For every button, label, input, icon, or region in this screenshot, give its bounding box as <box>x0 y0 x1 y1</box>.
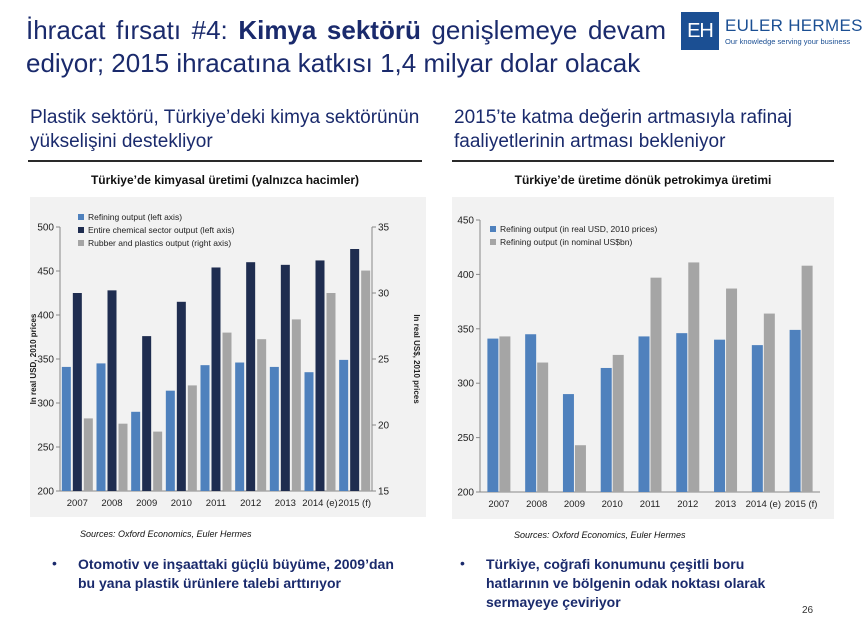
bar-series-3 <box>327 293 336 491</box>
bar-series-3 <box>84 418 93 491</box>
x-tick-label: 2013 <box>714 499 737 510</box>
x-tick-label: 2010 <box>601 499 623 510</box>
bar-series-1 <box>525 334 536 492</box>
y-tick-label: 200 <box>457 487 474 499</box>
legend-swatch <box>490 226 496 232</box>
bar-series-1 <box>563 394 574 492</box>
bar-series-2 <box>350 249 359 491</box>
y-tick-label: 400 <box>37 310 54 322</box>
bar-series-1 <box>305 372 314 491</box>
y-tick-label: 450 <box>37 266 54 278</box>
x-tick-label: 2008 <box>526 499 548 510</box>
bar-series-1 <box>339 360 348 491</box>
legend-label: Rubber and plastics output (right axis) <box>88 238 232 248</box>
x-tick-label: 2011 <box>639 499 661 510</box>
bar-series-2 <box>575 445 586 492</box>
bar-series-2 <box>108 290 117 491</box>
x-tick-label: 2012 <box>240 498 262 509</box>
bar-series-3 <box>188 385 197 491</box>
page-title: İhracat fırsatı #4: Kimya sektörü genişlemeye devam ediyor; 2015 ihracatına katkısı 1,4 milyar dolar olacak <box>26 15 666 78</box>
bar-series-1 <box>166 391 175 491</box>
bar-series-3 <box>257 339 266 491</box>
y-axis-title: In real USD, 2010 prices <box>29 313 38 405</box>
y-tick-label: 450 <box>457 215 474 227</box>
x-tick-label: 2010 <box>170 498 192 509</box>
left-chart-title: Türkiye’de kimyasal üretimi (yalnızca hacimler) <box>90 173 360 187</box>
left-subtitle: Plastik sektörü, Türkiye’deki kimya sektörünün yükselişini destekliyor <box>30 107 420 152</box>
bar-series-1 <box>201 365 210 491</box>
bar-series-2 <box>73 293 82 491</box>
legend-swatch <box>490 239 496 245</box>
page-number: 26 <box>802 605 814 616</box>
bar-series-3 <box>223 333 232 491</box>
logo-tagline: Our knowledge serving your business <box>725 37 851 46</box>
bar-series-1 <box>752 345 763 492</box>
y-tick-label: 350 <box>457 324 474 336</box>
x-tick-label: 2007 <box>66 498 88 509</box>
x-tick-label: 2007 <box>488 499 510 510</box>
bar-series-2 <box>726 289 737 492</box>
y2-tick-label: 35 <box>378 222 390 234</box>
bar-series-1 <box>601 368 612 492</box>
left-chart <box>30 197 426 517</box>
legend-label: Refining output (in nominal US$bn) <box>500 237 633 247</box>
bar-series-2 <box>613 355 624 492</box>
y2-tick-label: 20 <box>378 420 390 432</box>
left-chart-svg <box>30 197 426 517</box>
left-source: Sources: Oxford Economics, Euler Hermes <box>80 529 252 539</box>
right-subtitle: 2015’te katma değerin artmasıyla rafinaj faaliyetlerinin artması bekleniyor <box>454 107 792 152</box>
x-tick-label: 2009 <box>136 498 158 509</box>
y2-axis-title: In real US$, 2010 prices <box>412 314 421 404</box>
bar-series-1 <box>62 367 71 491</box>
euler-hermes-logo <box>681 12 863 50</box>
bar-series-2 <box>764 314 775 492</box>
bar-series-2 <box>212 267 221 491</box>
bar-series-1 <box>676 333 687 492</box>
right-bullet-marker: • <box>460 555 465 571</box>
left-bullet: Otomotiv ve inşaattaki güçlü büyüme, 2009’dan bu yana plastik ürünlere talebi arttırıyor <box>78 556 394 591</box>
bar-series-1 <box>131 412 140 491</box>
y2-tick-label: 25 <box>378 354 390 366</box>
bar-series-2 <box>177 302 186 491</box>
logo-mark: EH <box>681 12 719 50</box>
legend-swatch <box>78 214 84 220</box>
y-tick-label: 250 <box>37 442 54 454</box>
legend-swatch <box>78 240 84 246</box>
x-tick-label: 2011 <box>205 498 227 509</box>
right-divider <box>452 160 834 162</box>
bar-series-1 <box>270 367 279 491</box>
bar-series-1 <box>235 363 244 491</box>
bar-series-2 <box>281 265 290 491</box>
legend-label: Refining output (left axis) <box>88 212 183 222</box>
bar-series-2 <box>688 262 699 492</box>
bar-series-1 <box>639 336 650 492</box>
x-tick-label: 2009 <box>563 499 586 510</box>
bar-series-2 <box>246 262 255 491</box>
legend-swatch <box>78 227 84 233</box>
y-tick-label: 300 <box>37 398 54 410</box>
bar-series-1 <box>487 339 498 492</box>
bar-series-2 <box>537 363 548 492</box>
y-tick-label: 200 <box>37 486 54 498</box>
x-tick-label: 2014 (e) <box>302 498 338 509</box>
bar-series-2 <box>802 266 813 492</box>
y-tick-label: 250 <box>457 433 474 445</box>
x-tick-label: 2014 (e) <box>745 499 782 510</box>
y2-tick-label: 15 <box>378 486 390 498</box>
y-tick-label: 400 <box>457 269 474 281</box>
x-tick-label: 2012 <box>677 499 699 510</box>
bar-series-2 <box>142 336 151 491</box>
right-chart-title: Türkiye’de üretime dönük petrokimya üretimi <box>514 173 772 187</box>
bar-series-1 <box>790 330 801 492</box>
right-chart <box>452 197 834 519</box>
x-tick-label: 2008 <box>101 498 123 509</box>
y2-tick-label: 30 <box>378 288 390 300</box>
right-source: Sources: Oxford Economics, Euler Hermes <box>514 530 686 540</box>
right-bullet: Türkiye, coğrafi konumunu çeşitli boru hatlarının ve bölgenin odak noktası olarak sermayeye çeviriyor <box>486 556 766 610</box>
bar-series-3 <box>119 424 128 491</box>
bar-series-1 <box>714 340 725 492</box>
y-tick-label: 300 <box>457 378 474 390</box>
bar-series-3 <box>292 319 301 491</box>
legend-label: Entire chemical sector output (left axis) <box>88 225 235 235</box>
x-tick-label: 2013 <box>274 498 296 509</box>
legend-label: Refining output (in real USD, 2010 prices) <box>500 224 658 234</box>
bar-series-2 <box>316 260 325 491</box>
bar-series-2 <box>499 336 510 492</box>
bar-series-1 <box>97 363 106 491</box>
left-divider <box>28 160 422 162</box>
left-bullet-marker: • <box>52 555 57 571</box>
bar-series-2 <box>651 278 662 492</box>
y-tick-label: 350 <box>37 354 54 366</box>
y-tick-label: 500 <box>37 222 54 234</box>
x-tick-label: 2015 (f) <box>784 499 818 510</box>
bar-series-3 <box>361 271 370 491</box>
logo-name: EULER HERMES <box>725 16 863 35</box>
x-tick-label: 2015 (f) <box>338 498 372 509</box>
bar-series-3 <box>153 432 162 491</box>
right-chart-svg <box>452 197 834 519</box>
